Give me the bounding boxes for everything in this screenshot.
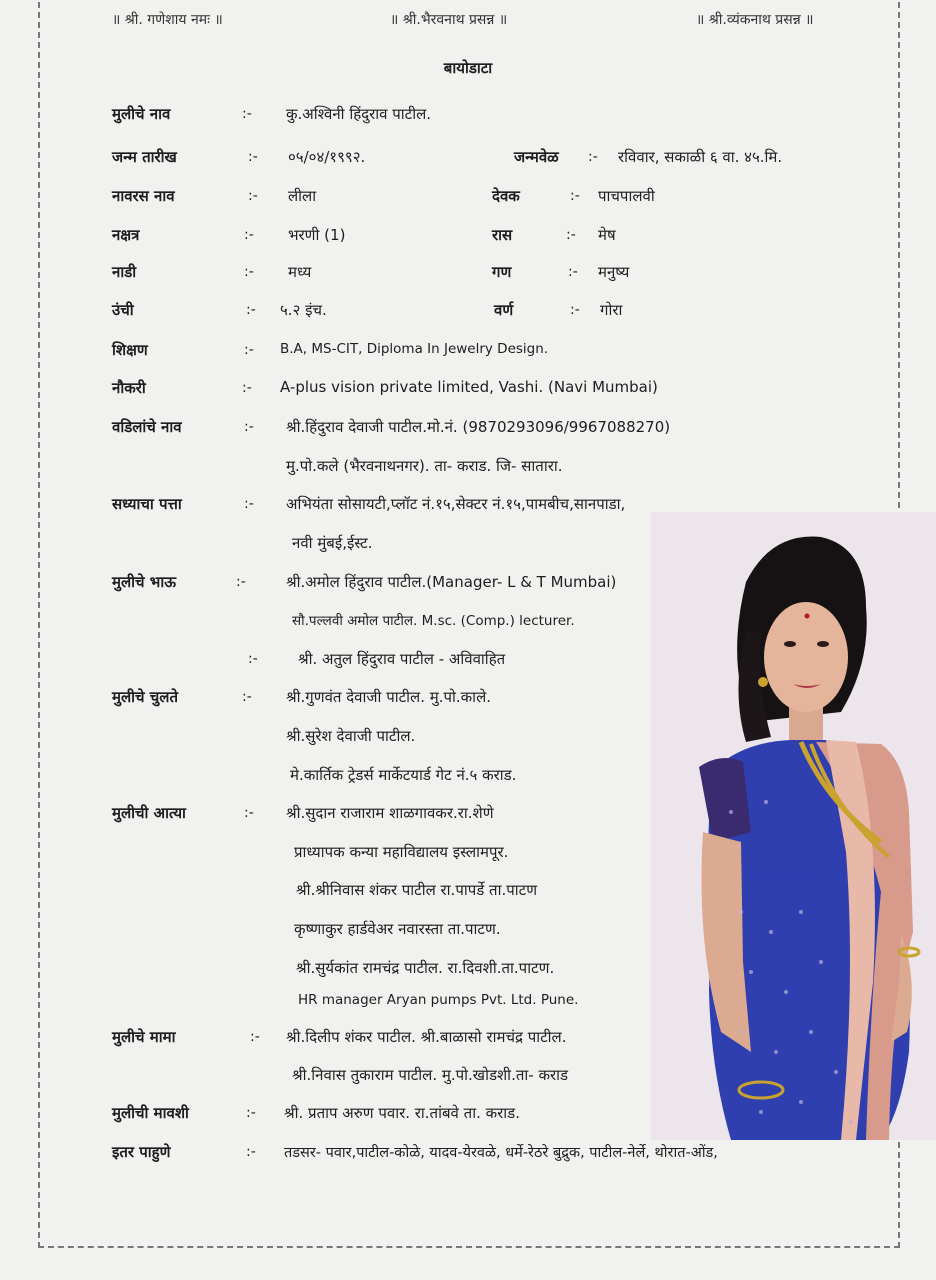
separator: :- — [248, 188, 258, 204]
height-label: उंची — [112, 301, 134, 319]
document-title: बायोडाटा — [443, 59, 493, 77]
dob-label: जन्म तारीख — [112, 148, 177, 166]
header-right: ॥ श्री.व्यंकनाथ प्रसन्न ॥ — [696, 12, 814, 28]
header-left: ॥ श्री. गणेशाय नमः ॥ — [112, 12, 223, 28]
gan-value: मनुष्य — [598, 263, 630, 281]
separator: :- — [250, 1029, 260, 1045]
separator: :- — [236, 574, 246, 590]
aunts-label: मुलीची आत्या — [112, 804, 186, 822]
brother-line: श्री.अमोल हिंदुराव पाटील.(Manager- L & T Mumbai) — [286, 573, 617, 591]
portrait-illustration — [651, 512, 936, 1140]
mama-line: श्री.निवास तुकाराम पाटील. मु.पो.खोडशी.ता- कराड — [292, 1066, 569, 1084]
separator: :- — [244, 342, 254, 358]
separator: :- — [244, 496, 254, 512]
father-line: मु.पो.कले (भैरवनाथनगर). ता- कराड. जि- सातारा. — [286, 457, 563, 475]
separator: :- — [244, 264, 254, 280]
uncles-label: मुलीचे चुलते — [112, 688, 179, 706]
relatives-label: इतर पाहुणे — [112, 1143, 171, 1161]
brother-line: श्री. अतुल हिंदुराव पाटील - अविवाहित — [298, 650, 506, 668]
profile-photo — [651, 512, 936, 1140]
nadi-label: नाडी — [112, 263, 137, 281]
height-value: ५.२ इंच. — [280, 301, 327, 319]
birth-time-label: जन्मवेळ — [514, 148, 559, 166]
separator: :- — [566, 227, 576, 243]
separator: :- — [246, 302, 256, 318]
aunts-line: HR manager Aryan pumps Pvt. Ltd. Pune. — [298, 992, 579, 1008]
separator: :- — [568, 264, 578, 280]
birth-time-value: रविवार, सकाळी ६ वा. ४५.मि. — [618, 148, 783, 166]
brother-line: सौ.पल्लवी अमोल पाटील. M.sc. (Comp.) lecturer. — [292, 613, 575, 629]
aunts-line: श्री.सुदान राजाराम शाळगावकर.रा.शेणे — [286, 804, 494, 822]
complexion-label: वर्ण — [494, 301, 514, 319]
uncles-line: मे.कार्तिक ट्रेडर्स मार्केटयार्ड गेट नं.५ कराड. — [290, 766, 517, 784]
mama-line: श्री.दिलीप शंकर पाटील. श्री.बाळासो रामचंद्र पाटील. — [286, 1028, 567, 1046]
mama-label: मुलीचे मामा — [112, 1028, 176, 1046]
aunts-line: श्री.सुर्यकांत रामचंद्र पाटील. रा.दिवशी.ता.पाटण. — [296, 959, 555, 977]
address-label: सध्याचा पत्ता — [112, 495, 182, 513]
address-line: नवी मुंबई,ईस्ट. — [292, 534, 373, 552]
uncles-line: श्री.गुणवंत देवाजी पाटील. मु.पो.काले. — [286, 688, 492, 706]
separator: :- — [248, 651, 258, 667]
father-line: श्री.हिंदुराव देवाजी पाटील.मो.नं. (9870293096/9967088270) — [286, 418, 671, 436]
separator: :- — [588, 149, 598, 165]
separator: :- — [244, 227, 254, 243]
father-label: वडिलांचे नाव — [112, 418, 182, 436]
uncles-line: श्री.सुरेश देवाजी पाटील. — [286, 727, 416, 745]
job-label: नौकरी — [112, 379, 146, 397]
separator: :- — [570, 302, 580, 318]
aunts-line: प्राध्यापक कन्या महाविद्यालय इस्लामपूर. — [294, 843, 509, 861]
mavshi-label: मुलीची मावशी — [112, 1104, 189, 1122]
mavshi-value: श्री. प्रताप अरुण पवार. रा.तांबवे ता. कराड. — [284, 1104, 520, 1122]
nickname-label: नावरस नाव — [112, 187, 175, 205]
separator: :- — [246, 1144, 256, 1160]
devak-value: पाचपालवी — [598, 187, 655, 205]
separator: :- — [246, 1105, 256, 1121]
nakshatra-value: भरणी (1) — [288, 226, 346, 244]
education-label: शिक्षण — [112, 341, 148, 359]
complexion-value: गोरा — [600, 301, 623, 319]
nickname-value: लीला — [288, 187, 317, 205]
aunts-line: श्री.श्रीनिवास शंकर पाटील रा.पापर्डे ता.पाटण — [296, 881, 538, 899]
nadi-value: मध्य — [288, 263, 312, 281]
separator: :- — [244, 805, 254, 821]
dob-value: ०५/०४/१९९२. — [288, 148, 366, 166]
separator: :- — [570, 188, 580, 204]
gan-label: गण — [492, 263, 512, 281]
raas-value: मेष — [598, 226, 616, 244]
aunts-line: कृष्णाकुर हार्डवेअर नवारस्ता ता.पाटण. — [294, 920, 501, 938]
header-center: ॥ श्री.भैरवनाथ प्रसन्न ॥ — [390, 12, 508, 28]
separator: :- — [242, 689, 252, 705]
separator: :- — [242, 106, 252, 122]
separator: :- — [242, 380, 252, 396]
brother-label: मुलीचे भाऊ — [112, 573, 176, 591]
raas-label: रास — [492, 226, 513, 244]
job-value: A-plus vision private limited, Vashi. (Navi Mumbai) — [280, 378, 658, 396]
name-label: मुलीचे नाव — [112, 105, 171, 123]
name-value: कु.अश्विनी हिंदुराव पाटील. — [286, 105, 432, 123]
relatives-value: तडसर- पवार,पाटील-कोळे, यादव-येरवळे, धर्मे-रेठरे बुद्रुक, पाटील-नेर्ले, थोरात-ओंड, — [284, 1145, 718, 1161]
nakshatra-label: नक्षत्र — [112, 226, 140, 244]
separator: :- — [248, 149, 258, 165]
address-line: अभियंता सोसायटी,प्लॉट नं.१५,सेक्टर नं.१५,पामबीच,सानपाडा, — [286, 495, 626, 513]
separator: :- — [244, 419, 254, 435]
devak-label: देवक — [492, 187, 520, 205]
education-value: B.A, MS-CIT, Diploma In Jewelry Design. — [280, 341, 549, 357]
